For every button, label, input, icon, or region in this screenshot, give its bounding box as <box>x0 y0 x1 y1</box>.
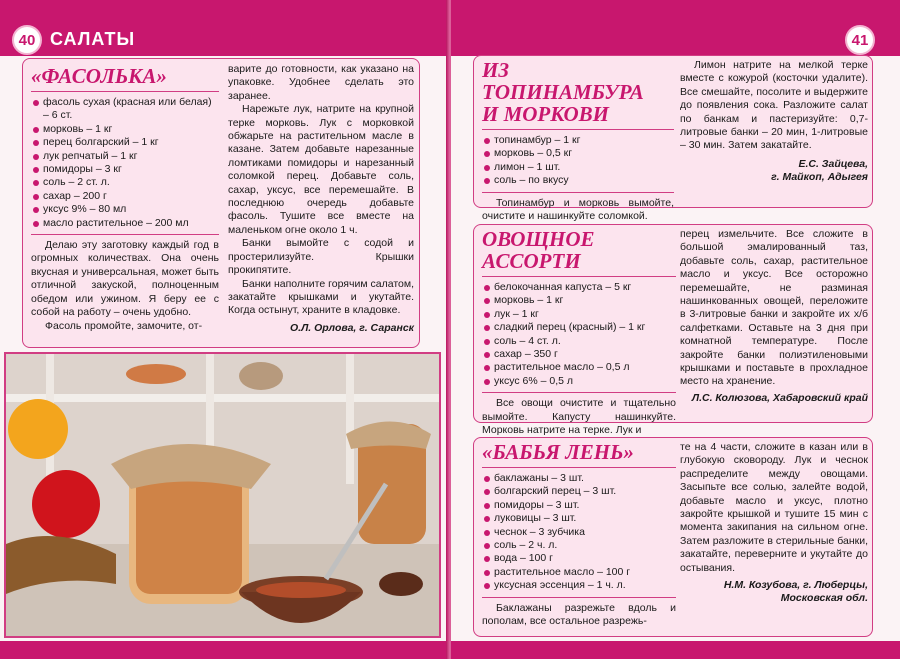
recipe-paragraph: Лимон натрите на мелкой терке вместе с кожурой (косточки удалите). Все смешайте, посолите и выдержите до появления сока. Разложите салат по банкам и пастеризуйте: 0,7-литровые банки – 20 мин, 1-литровые – 30 мин. Затем закатайте. <box>680 59 868 152</box>
recipe-paragraph: Делаю эту заготовку каждый год в огромных количествах. Она очень вкусная и универсальная, может быть отличной закуской, полноценным обедом или ужином. Я беру ее с собой на работу – очень удобно. <box>31 239 219 319</box>
section-title: САЛАТЫ <box>50 29 136 49</box>
ingredient-item: лимон – 1 шт. <box>482 161 674 174</box>
ingredient-item: вода – 100 г <box>482 552 676 565</box>
jar-salad-photo <box>4 352 441 638</box>
ingredient-item: лук репчатый – 1 кг <box>31 150 219 163</box>
recipe-author-line2: г. Майкоп, Адыгея <box>771 171 868 184</box>
recipe-author-line2: Московская обл. <box>780 592 868 605</box>
ingredient-item: луковицы – 3 шт. <box>482 512 676 525</box>
ingredient-list <box>31 96 219 230</box>
ingredient-item: болгарский перец – 3 шт. <box>482 485 676 498</box>
divider <box>482 129 674 130</box>
ingredient-item: фасоль сухая (красная или белая) – 6 ст. <box>31 96 219 123</box>
ingredient-item: топинамбур – 1 кг <box>482 134 674 147</box>
ingredient-item: лук – 1 кг <box>482 308 676 321</box>
recipe-babya-len-box <box>473 437 873 637</box>
divider <box>482 276 676 277</box>
ingredient-item: масло растительное – 200 мл <box>31 217 219 230</box>
recipe-author: Л.С. Колюзова, Хабаровский край <box>691 391 868 404</box>
recipe-paragraph: Все овощи очистите и тщательно вымойте. Капусту нашинкуйте. Морковь натрите на терке. Лук и <box>482 397 676 437</box>
ingredient-item: белокочанная капуста – 5 кг <box>482 281 676 294</box>
divider <box>482 392 676 393</box>
recipe-paragraph: варите до готовности, как указано на упаковке. Удобнее сделать это заранее. <box>228 63 414 102</box>
recipe-paragraph: Топинамбур и морковь вымойте, очистите и нашинкуйте соломкой. <box>482 196 674 223</box>
ingredient-item: чеснок – 3 зубчика <box>482 526 676 539</box>
salad-jar-illustration <box>6 354 441 638</box>
ingredient-item: растительное масло – 100 г <box>482 566 676 579</box>
recipe-paragraph: Баклажаны разрежьте вдоль и пополам, все остальное разрежь- <box>482 601 676 628</box>
divider <box>482 192 674 193</box>
ingredient-item: помидоры – 3 кг <box>31 163 219 176</box>
recipe-paragraph: Фасоль промойте, замочите, от- <box>45 319 203 332</box>
recipe-title: «БАБЬЯ ЛЕНЬ» <box>482 440 634 464</box>
ingredient-item: соль – по вкусу <box>482 174 674 187</box>
divider <box>482 467 676 468</box>
ingredient-item: уксус 9% – 80 мл <box>31 203 219 216</box>
recipe-paragraph: Нарежьте лук, натрите на крупной терке морковь. Лук с морковкой обжарьте на растительном масле в казане. Затем добавьте нарезанные ломтиками помидоры и нарезанный соломкой перец. Добавьте соль, сахар, уксус, все перемешайте. В последнюю очередь добавьте фасоль. Тушите все вместе на маленьком огне около 1 ч. <box>228 103 414 236</box>
page-number-right: 41 <box>845 25 875 55</box>
ingredient-item: помидоры – 3 шт. <box>482 499 676 512</box>
recipe-author-line1: Н.М. Козубова, г. Люберцы, <box>723 579 868 592</box>
right-page <box>451 0 900 659</box>
ingredient-item: растительное масло – 0,5 л <box>482 361 676 374</box>
recipe-fasolka-box <box>22 58 420 348</box>
recipe-title: ОВОЩНОЕ АССОРТИ <box>482 227 595 273</box>
ingredient-item: перец болгарский – 1 кг <box>31 136 219 149</box>
recipe-paragraph: Банки наполните горячим салатом, закатайте крышками и укутайте. Когда остынут, храните в кладовке. <box>228 277 414 317</box>
ingredient-item: соль – 2 ст. л. <box>31 176 219 189</box>
ingredient-item: морковь – 1 кг <box>31 123 219 136</box>
recipe-topinambur-box <box>473 55 873 223</box>
recipe-author: О.Л. Орлова, г. Саранск <box>289 321 414 334</box>
ingredient-item: баклажаны – 3 шт. <box>482 472 676 485</box>
recipe-paragraph: Банки вымойте с содой и простерилизуйте. Крышки прокипятите. <box>228 237 414 277</box>
ingredient-item: соль – 2 ч. л. <box>482 539 676 552</box>
ingredient-list <box>482 134 674 188</box>
ingredient-list <box>482 472 676 593</box>
ingredient-item: уксусная эссенция – 1 ч. л. <box>482 579 676 592</box>
ingredient-item: морковь – 1 кг <box>482 294 676 307</box>
ingredient-item: сахар – 350 г <box>482 348 676 361</box>
recipe-paragraph: перец измельчите. Все сложите в большой эмалированный таз, добавьте соль, сахар, растительное масло и уксус. Все осторожно перемешайте, не разминая нашинкованных овощей, переложите в 3-литровые банки и закройте их х/б салфетками. Оставьте на 3 дня при комнатной температуре. После закройте банки полиэтиленовыми крышками и поставьте в прохладное место на хранение. <box>680 228 868 388</box>
divider <box>31 91 219 92</box>
ingredient-item: соль – 4 ст. л. <box>482 335 676 348</box>
ingredient-item: морковь – 0,5 кг <box>482 147 674 160</box>
ingredient-item: сладкий перец (красный) – 1 кг <box>482 321 676 334</box>
divider <box>31 234 219 235</box>
ingredient-list <box>482 281 676 388</box>
recipe-assorti-box <box>473 224 873 437</box>
divider <box>482 597 676 598</box>
right-header-bar <box>451 22 900 56</box>
recipe-title-line2: И МОРКОВИ <box>482 102 610 126</box>
recipe-title-line1: ИЗ ТОПИНАМБУРА <box>482 58 644 104</box>
recipe-title: «ФАСОЛЬКА» <box>31 64 167 88</box>
ingredient-item: сахар – 200 г <box>31 190 219 203</box>
ingredient-item: уксус 6% – 0,5 л <box>482 375 676 388</box>
page-number-left: 40 <box>12 25 42 55</box>
left-page <box>0 0 449 659</box>
recipe-paragraph: те на 4 части, сложите в казан или в глубокую сковороду. Лук и чеснок распределите между овощами. Засыпьте все солью, залейте водой, добавьте масло и уксус, плотно закройте крышкой и тушите 15 мин с момента закипания на сильном огне. Затем разложите в стерильные банки, закатайте, переверните и укутайте до остывания. <box>680 441 868 574</box>
recipe-author-line1: Е.С. Зайцева, <box>798 157 868 170</box>
